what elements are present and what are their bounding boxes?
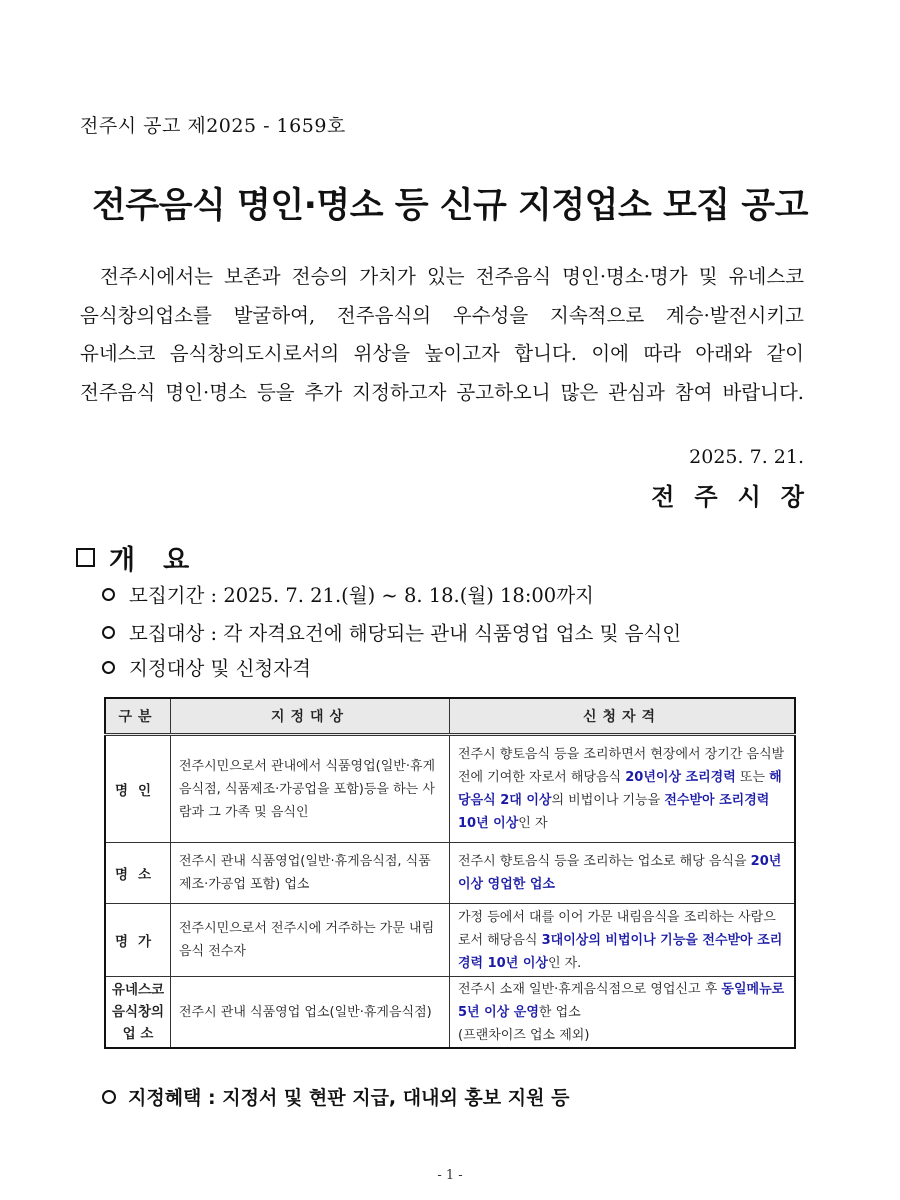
category-line: 음식창의 — [111, 1004, 165, 1020]
bullet-text: 지정대상 및 신청자격 — [129, 657, 311, 680]
intro-line: 유네스코 음식창의도시로서의 위상을 높이고자 합니다. 이에 따라 아래와 같이 — [80, 342, 804, 365]
qual-text: 전주시 향토음식 등을 조리하면서 현장에서 장기간 음식발전에 기여한 자로서 해당음식 — [458, 747, 785, 785]
qual-highlight: 해당음식 2대 이상 — [458, 770, 782, 808]
qual-text: (프랜차이즈 업소 제외) — [458, 1027, 590, 1043]
intro-line: 전주시에서는 보존과 전승의 가치가 있는 전주음식 명인·명소·명가 및 유네스코 — [100, 265, 804, 288]
category-cell: 명소 — [105, 843, 171, 904]
qual-text: 한 업소 — [538, 1004, 581, 1020]
category-line: 업 소 — [122, 1026, 154, 1042]
qualification-cell — [450, 735, 796, 843]
square-bullet-icon — [76, 548, 95, 567]
header-category: 구분 — [105, 698, 171, 735]
intro-line: 전주음식 명인·명소 등을 추가 지정하고자 공고하오니 많은 관심과 참여 바랍니다. — [80, 380, 804, 404]
qual-highlight: 3대이상의 비법이나 기능을 전수받아 조리경력 10년 이상 — [458, 932, 783, 971]
category-cell: 명가 — [105, 904, 171, 977]
qual-highlight: 20년이상 영업한 업소 — [458, 854, 782, 892]
category-line: 유네스코 — [111, 982, 165, 998]
qual-text: 또는 — [735, 770, 770, 785]
circle-bullet-icon — [102, 588, 115, 601]
target-cell: 전주시 관내 식품영업 업소(일반·휴게음식점) — [171, 977, 450, 1049]
category-cell: 명인 — [105, 735, 171, 843]
target-cell: 전주시민으로서 관내에서 식품영업(일반·휴게음식점, 식품제조·가공업을 포함)등을 하는 사람과 그 가족 및 음식인 — [171, 735, 450, 843]
qual-text: 전주시 향토음식 등을 조리하는 업소로 해당 음식을 — [458, 854, 751, 869]
qual-text: 가정 등에서 대를 이어 가문 내림음식을 조리하는 사람으로서 해당음식 — [458, 909, 776, 948]
benefit-line — [102, 1083, 569, 1110]
table-row — [105, 735, 795, 843]
target-cell: 전주시민으로서 전주시에 거주하는 가문 내림 음식 전수자 — [171, 904, 450, 977]
issuer-name: 전주시장 — [651, 483, 824, 511]
bullet-recruit-target — [102, 618, 681, 646]
qualification-cell — [450, 904, 796, 977]
benefit-text: 지정혜택 : 지정서 및 현판 지급, 대내외 홍보 지원 등 — [128, 1087, 570, 1109]
table-row — [105, 977, 795, 1049]
qual-highlight: 동일메뉴로 5년 이상 운영 — [458, 981, 785, 1020]
qualification-cell — [450, 843, 796, 904]
bullet-text: 모집대상 : 각 자격요건에 해당되는 관내 식품영업 업소 및 음식인 — [129, 622, 682, 645]
circle-bullet-icon — [102, 1090, 116, 1104]
qual-text: 인 자. — [547, 955, 582, 971]
qualification-table — [104, 697, 796, 1049]
table-header-row — [105, 698, 795, 735]
notice-date: 2025. 7. 21. — [689, 446, 804, 468]
qualification-cell — [450, 977, 796, 1049]
section-title: 개요 — [109, 545, 218, 576]
bullet-designation — [102, 653, 311, 681]
header-target: 지정대상 — [171, 698, 450, 735]
category-cell — [105, 977, 171, 1049]
qual-text: 인 자 — [518, 816, 548, 831]
header-qualification: 신청자격 — [450, 698, 796, 735]
qual-highlight: 20년이상 조리경력 — [625, 770, 736, 785]
bullet-text: 모집기간 : 2025. 7. 21.(월) ~ 8. 18.(월) 18:00까지 — [129, 584, 594, 607]
target-cell: 전주시 관내 식품영업(일반·휴게음식점, 식품제조·가공업 포함) 업소 — [171, 843, 450, 904]
document-title: 전주음식 명인·명소 등 신규 지정업소 모집 공고 — [92, 186, 808, 226]
qual-text: 전주시 소재 일반·휴게음식점으로 영업신고 후 — [458, 981, 722, 997]
table-row — [105, 843, 795, 904]
circle-bullet-icon — [102, 626, 115, 639]
intro-paragraph — [80, 258, 804, 412]
bullet-recruit-period — [102, 580, 594, 608]
qual-text: 의 비법이나 기능을 — [551, 793, 665, 808]
notice-number: 전주시 공고 제2025 - 1659호 — [80, 115, 346, 137]
circle-bullet-icon — [102, 661, 115, 674]
section-heading — [76, 538, 217, 577]
page-number: - 1 - — [437, 1168, 463, 1183]
qual-highlight: 전수받아 조리경력 10년 이상 — [458, 793, 770, 831]
table-row — [105, 904, 795, 977]
intro-line: 음식창의업소를 발굴하여, 전주음식의 우수성을 지속적으로 계승·발전시키고 — [80, 303, 804, 327]
